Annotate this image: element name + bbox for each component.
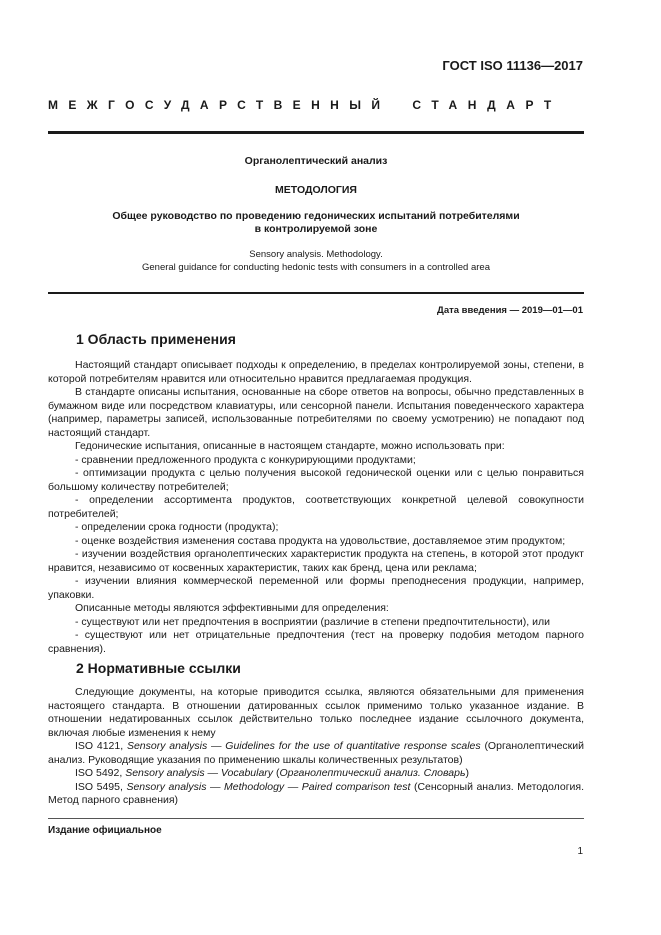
title-russian [48, 210, 584, 236]
reference-code: ISO 5495, [75, 780, 123, 793]
reference-code: ISO 4121, [75, 740, 124, 752]
section-2-body [48, 686, 584, 808]
title-english-line: Sensory analysis. Methodology. [249, 249, 383, 260]
title-russian-line: в контролируемой зоне [254, 223, 378, 235]
title-english-line: General guidance for conducting hedonic tests with consumers in a controlled area [141, 262, 490, 273]
reference-title-ru-close: ) [465, 767, 469, 779]
title-english [48, 248, 584, 274]
list-item: - существуют или нет отрицательные предпочтения (тест на проверку подобия методом парного сравнения). [48, 629, 584, 655]
page-number: 1 [577, 846, 583, 857]
list-item: - сравнении предложенного продукта с конкурирующими продуктами; [75, 453, 416, 466]
reference-item [48, 781, 584, 808]
standard-code: ГОСТ ISO 11136—2017 [442, 58, 583, 73]
footer-divider [48, 818, 584, 819]
title-main: МЕТОДОЛОГИЯ [275, 184, 357, 196]
official-edition-label: Издание официальное [48, 825, 162, 836]
introduction-date: Дата введения — 2019—01—01 [437, 305, 583, 316]
paragraph: Следующие документы, на которые приводится ссылка, являются обязательными для применения настоящего стандарта. В отношении датированных ссылок применимо только указанное издание. В отношении недатированных ссылок действительно только последнее издание ссылочного документа, включая любые изменения к нему [48, 686, 584, 739]
reference-title-ru-open: ( [275, 767, 280, 779]
paragraph: Настоящий стандарт описывает подходы к определению, в пределах контролируемой зоны, степени, в которой потребителям нравится или относительно нравится предлагаемая продукция. [48, 359, 584, 385]
paragraph: В стандарте описаны испытания, основанные на сборе ответов на вопросы, обычно представленных в бумажном виде или посредством клавиатуры, или сенсорной панели. Испытания поведенческого характера (например, параметры записей, использованные потребителями по своему усмотрению) не попадают под настоящий стандарт. [48, 386, 584, 439]
header-divider [48, 131, 584, 134]
standard-word: СТАНДАРТ [412, 98, 562, 112]
reference-title-en: Sensory analysis — Vocabulary [125, 767, 274, 779]
section-1-body [48, 359, 584, 656]
list-item: - определении срока годности (продукта); [75, 521, 279, 533]
list-item: - существуют или нет предпочтения в восприятии (различие в степени предпочтительности), или [75, 615, 550, 628]
section-1-heading: 1 Область применения [76, 331, 236, 347]
title-russian-line: Общее руководство по проведению гедонических испытаний потребителями [112, 210, 520, 222]
list-item: - оптимизации продукта с целью получения высокой гедонической оценки или с целью понравиться большому количеству потребителей; [48, 467, 584, 493]
paragraph: Описанные методы являются эффективными для определения: [75, 602, 389, 614]
interstate-word: МЕЖГОСУДАРСТВЕННЫЙ [48, 98, 391, 112]
reference-title-ru: (Органолептический анализ. Руководящие указания по применению шкалы количественных результатов) [48, 740, 584, 766]
section-2-heading: 2 Нормативные ссылки [76, 660, 241, 676]
reference-title-en: Sensory analysis — Methodology — Paired comparison test [126, 780, 411, 793]
reference-title-ru: Органолептический анализ. Словарь [279, 767, 466, 779]
reference-item [48, 767, 584, 781]
reference-title-ru: (Сенсорный анализ. Методология. Метод парного сравнения) [48, 780, 584, 806]
interstate-standard-banner [48, 98, 584, 112]
list-item: - изучении воздействия органолептических характеристик продукта на степень, в которой этот продукт нравится, независимо от косвенных характеристик, таких как бренд, цена или реклама; [48, 548, 584, 574]
title-subject: Органолептический анализ [244, 155, 388, 167]
reference-item [48, 740, 584, 767]
reference-code: ISO 5492, [75, 767, 123, 779]
paragraph: Гедонические испытания, описанные в настоящем стандарте, можно использовать при: [75, 440, 505, 452]
reference-title-en: Sensory analysis — Guidelines for the use of quantitative response scales [126, 740, 481, 752]
title-divider [48, 292, 584, 294]
list-item: - оценке воздействия изменения состава продукта на удовольствие, доставляемое этим продуктом; [75, 534, 566, 547]
list-item: - определении ассортимента продуктов, соответствующих конкретной целевой совокупности потребителей; [48, 494, 584, 520]
list-item: - изучении влияния коммерческой переменной или формы преподнесения продукции, например, упаковки. [48, 575, 584, 601]
